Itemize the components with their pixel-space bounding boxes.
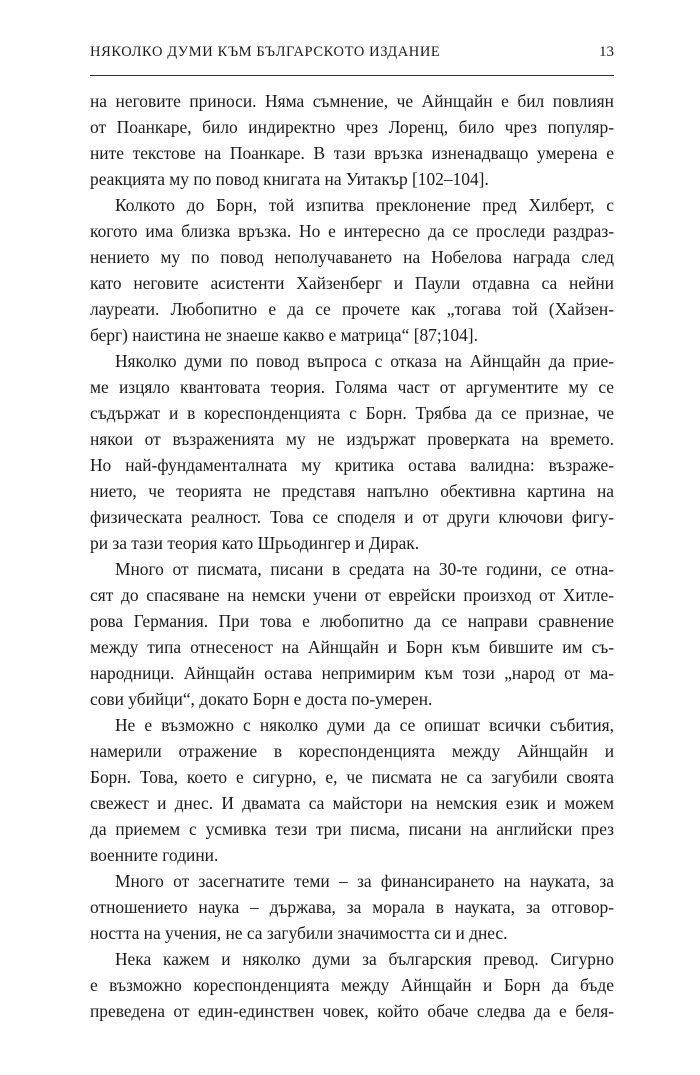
paragraph [90,348,614,556]
text-line: ността на учения, не са загубили значимостта си и днес. [90,923,508,943]
text-line: Но най-фундаменталната му критика остава валидна: възраже- [90,455,614,475]
header-rule [90,75,614,76]
text-line: от Поанкаре, било индиректно чрез Лоренц, било чрез популяр- [90,117,614,137]
text-line: преведена от един-единствен човек, който обаче следва да е беля- [90,1001,614,1021]
text-line: ме изцяло квантовата теория. Голяма част от аргументите му се [90,377,614,397]
text-line: сови убийци“, докато Борн е доста по-умерен. [90,689,433,709]
text-line: реакцията му по повод книгата на Уитакър [102–104]. [90,169,489,189]
text-line: Нека кажем и няколко думи за българския превод. Сигурно [115,949,614,969]
text-line: съдържат и в кореспонденцията с Борн. Трябва да се признае, че [90,403,614,423]
paragraph [90,88,614,192]
text-line: Много от засегнатите теми – за финансирането на науката, за [115,871,614,891]
paragraph [90,946,614,1024]
text-line: между типа отнесеност на Айнщайн и Борн към бившите им съ- [90,637,614,657]
paragraph [90,192,614,348]
text-line: Много от писмата, писани в средата на 30-те години, се отна- [115,559,614,579]
paragraph [90,556,614,712]
text-line: когото има близка връзка. Но е интересно да се проследи раздраз- [90,221,614,241]
paragraph [90,868,614,946]
body-text [90,88,614,1024]
text-line: народници. Айнщайн остава непримирим към този „народ от ма- [90,663,614,683]
text-line: като неговите асистенти Хайзенберг и Паули отдавна са нейни [90,273,614,293]
text-line: да приемем с усмивка тези три писма, писани на английски през [90,819,614,839]
text-line: физическата реалност. Това се споделя и от други ключови фигу- [90,507,614,527]
text-line: берг) наистина не знаеше какво е матрица“ [87;104]. [90,325,478,345]
running-head [90,44,614,66]
text-line: рова Германия. При това е любопитно да се направи сравнение [90,611,614,631]
text-line: Не е възможно с няколко думи да се опишат всички събития, [115,715,614,735]
text-line: ните текстове на Поанкаре. В тази връзка изненадващо умерена е [90,143,614,163]
page-number: 13 [599,44,614,60]
text-line: Колкото до Борн, той изпитва преклонение пред Хилберт, с [115,195,614,215]
text-line: военните години. [90,845,219,865]
text-line: нието, че теорията не представя напълно обективна картина на [90,481,614,501]
text-line: е възможно кореспонденцията между Айнщайн и Борн да бъде [90,975,614,995]
text-line: на неговите приноси. Няма съмнение, че Айнщайн е бил повлиян [90,91,614,111]
text-line: някои от възраженията му не издържат проверката на времето. [90,429,614,449]
text-line: отношението наука – държава, за морала в науката, за отговор- [90,897,614,917]
text-line: Няколко думи по повод въпроса с отказа на Айнщайн да прие- [115,351,614,371]
text-line: нението му по повод неполучаването на Нобелова награда след [90,247,614,267]
text-line: ри за тази теория като Шрьодингер и Дирак. [90,533,420,553]
paragraph [90,712,614,868]
text-line: сят до спасяване на немски учени от еврейски произход от Хитле- [90,585,614,605]
text-line: намерили отражение в кореспонденцията между Айнщайн и [90,741,614,761]
text-line: лауреати. Любопитно е да се прочете как „тогава той (Хайзен- [90,299,614,319]
text-line: свежест и днес. И двамата са майстори на немския език и можем [90,793,614,813]
text-line: Борн. Това, което е сигурно, е, че писмата не са загубили своята [90,767,614,787]
running-title: НЯКОЛКО ДУМИ КЪМ БЪЛГАРСКОТО ИЗДАНИЕ [90,44,441,60]
